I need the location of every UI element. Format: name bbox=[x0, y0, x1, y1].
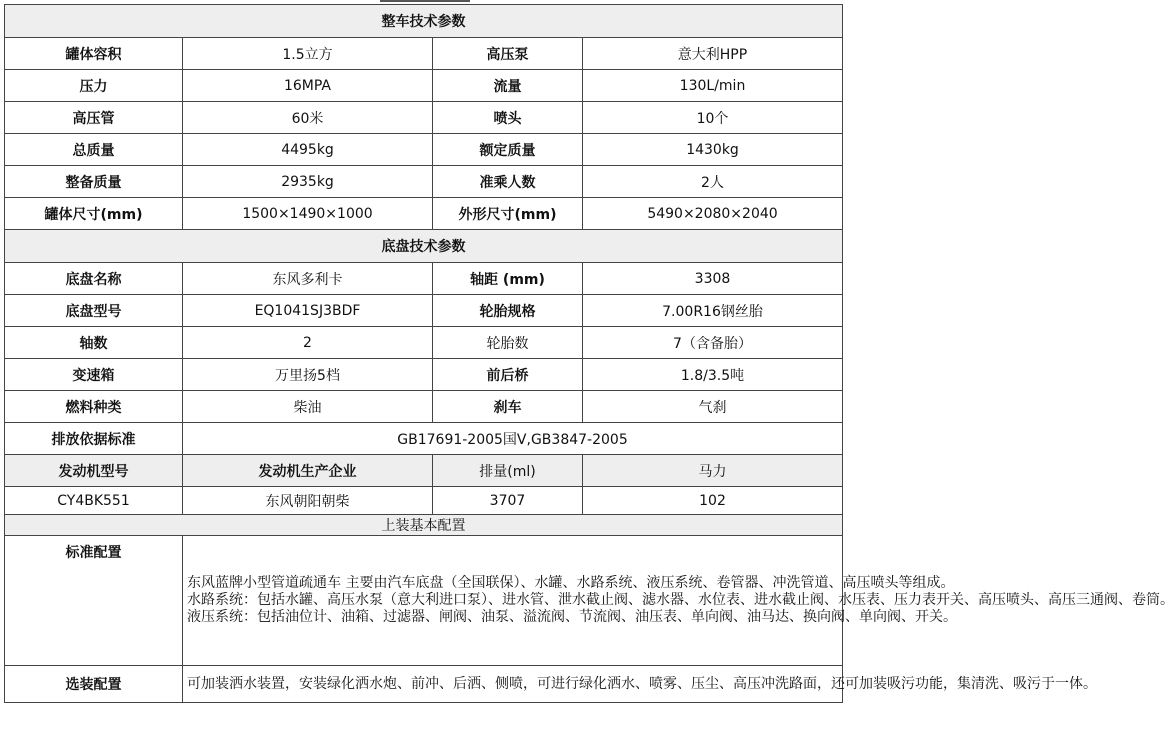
param-value: EQ1041SJ3BDF bbox=[183, 295, 433, 327]
table-row bbox=[5, 198, 843, 230]
param-label: 高压管 bbox=[5, 102, 183, 134]
table-row bbox=[5, 423, 843, 455]
table-row bbox=[5, 263, 843, 295]
param-value: 柴油 bbox=[183, 391, 433, 423]
param-label: 轴数 bbox=[5, 327, 183, 359]
param-label: 喷头 bbox=[433, 102, 583, 134]
param-value: 7（含备胎） bbox=[583, 327, 843, 359]
param-label: 轮胎规格 bbox=[433, 295, 583, 327]
table-row bbox=[5, 295, 843, 327]
section-vehicle-title: 整车技术参数 bbox=[5, 5, 843, 38]
engine-header: 排量(ml) bbox=[433, 455, 583, 487]
param-value: 2935kg bbox=[183, 166, 433, 198]
table-row bbox=[5, 70, 843, 102]
param-value: 16MPA bbox=[183, 70, 433, 102]
param-value: 4495kg bbox=[183, 134, 433, 166]
emission-value: GB17691-2005国Ⅴ,GB3847-2005 bbox=[183, 423, 843, 455]
optional-config-label: 选装配置 bbox=[5, 666, 183, 703]
engine-header: 发动机型号 bbox=[5, 455, 183, 487]
param-value: 7.00R16钢丝胎 bbox=[583, 295, 843, 327]
param-value: 60米 bbox=[183, 102, 433, 134]
spec-table bbox=[4, 4, 1174, 703]
param-label: 整备质量 bbox=[5, 166, 183, 198]
param-value: 10个 bbox=[583, 102, 843, 134]
param-value: 东风多利卡 bbox=[183, 263, 433, 295]
param-label: 燃料种类 bbox=[5, 391, 183, 423]
param-value: 万里扬5档 bbox=[183, 359, 433, 391]
optional-config-text: 可加装洒水装置，安装绿化洒水炮、前冲、后洒、侧喷，可进行绿化洒水、喷雾、压尘、高压冲洗路面，还可加装吸污功能，集清洗、吸污于一体。 bbox=[183, 666, 843, 703]
table-row bbox=[5, 327, 843, 359]
param-label: 压力 bbox=[5, 70, 183, 102]
standard-config-row bbox=[5, 536, 843, 666]
param-label: 准乘人数 bbox=[433, 166, 583, 198]
param-label: 刹车 bbox=[433, 391, 583, 423]
param-label: 轮胎数 bbox=[433, 327, 583, 359]
param-label: 底盘名称 bbox=[5, 263, 183, 295]
param-label: 罐体尺寸(mm) bbox=[5, 198, 183, 230]
param-value: 意大利HPP bbox=[583, 38, 843, 70]
table-row bbox=[5, 166, 843, 198]
param-value: 1500×1490×1000 bbox=[183, 198, 433, 230]
param-value: 1.8/3.5吨 bbox=[583, 359, 843, 391]
standard-config-label: 标准配置 bbox=[5, 536, 183, 666]
engine-value: CY4BK551 bbox=[5, 487, 183, 515]
param-label: 轴距 (mm) bbox=[433, 263, 583, 295]
emission-label: 排放依据标准 bbox=[5, 423, 183, 455]
engine-value: 102 bbox=[583, 487, 843, 515]
param-value: 2 bbox=[183, 327, 433, 359]
param-value: 1.5立方 bbox=[183, 38, 433, 70]
param-label: 总质量 bbox=[5, 134, 183, 166]
param-label: 高压泵 bbox=[433, 38, 583, 70]
section-chassis-title: 底盘技术参数 bbox=[5, 230, 843, 263]
param-label: 流量 bbox=[433, 70, 583, 102]
param-value: 3308 bbox=[583, 263, 843, 295]
param-label: 罐体容积 bbox=[5, 38, 183, 70]
param-label: 外形尺寸(mm) bbox=[433, 198, 583, 230]
engine-header: 发动机生产企业 bbox=[183, 455, 433, 487]
param-label: 底盘型号 bbox=[5, 295, 183, 327]
table-row bbox=[5, 102, 843, 134]
standard-config-line: 水路系统：包括水罐、高压水泵（意大利进口泵）、进水管、泄水截止阀、滤水器、水位表、进水截止阀、水压表、压力表开关、高压喷头、高压三通阀、卷筒。 bbox=[187, 592, 1174, 608]
table-row bbox=[5, 134, 843, 166]
param-value: 气刹 bbox=[583, 391, 843, 423]
param-label: 变速箱 bbox=[5, 359, 183, 391]
table-row bbox=[5, 38, 843, 70]
param-value: 1430kg bbox=[583, 134, 843, 166]
table-row bbox=[5, 359, 843, 391]
param-label: 前后桥 bbox=[433, 359, 583, 391]
standard-config-line: 东风蓝牌小型管道疏通车 主要由汽车底盘（全国联保）、水罐、水路系统、液压系统、卷管器、冲洗管道、高压喷头等组成。 bbox=[187, 575, 955, 591]
engine-value: 3707 bbox=[433, 487, 583, 515]
engine-header-row bbox=[5, 455, 843, 487]
optional-config-row bbox=[5, 666, 843, 703]
standard-config-text bbox=[183, 536, 1174, 666]
standard-config-line: 液压系统：包括油位计、油箱、过滤器、闸阀、油泵、溢流阀、节流阀、油压表、单向阀、油马达、换向阀、单向阀、开关。 bbox=[187, 609, 957, 625]
section-upper-title: 上装基本配置 bbox=[5, 515, 843, 536]
param-label: 额定质量 bbox=[433, 134, 583, 166]
param-value: 5490×2080×2040 bbox=[583, 198, 843, 230]
param-value: 130L/min bbox=[583, 70, 843, 102]
param-value: 2人 bbox=[583, 166, 843, 198]
engine-value: 东风朝阳朝柴 bbox=[183, 487, 433, 515]
table-row bbox=[5, 391, 843, 423]
engine-header: 马力 bbox=[583, 455, 843, 487]
engine-value-row bbox=[5, 487, 843, 515]
